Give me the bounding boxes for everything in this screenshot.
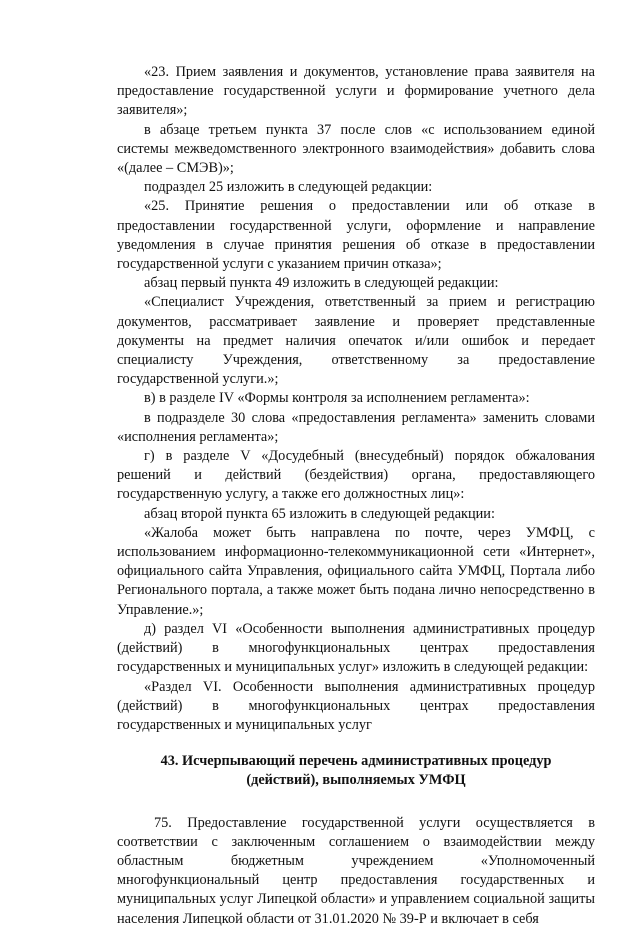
paragraph-section-6-title: «Раздел VI. Особенности выполнения административных процедур (действий) в многофункциональных центрах предоставления государственных и муниципальных услуг <box>117 678 595 733</box>
paragraph-item-65-intro: абзац второй пункта 65 изложить в следующей редакции: <box>144 505 495 522</box>
section-heading <box>117 752 595 790</box>
section-heading-line-2: (действий), выполняемых УМФЦ <box>246 772 466 789</box>
paragraph-section-4: в) в разделе IV «Формы контроля за исполнением регламента»: <box>144 390 530 407</box>
paragraph-smev-insert: в абзаце третьем пункта 37 после слов «с использованием единой системы межведомственного электронного взаимодействия» добавить слова «(далее – СМЭВ)»; <box>117 121 595 177</box>
paragraph-subsection-30: в подразделе 30 слова «предоставления регламента» заменить словами «исполнения регламента»; <box>117 409 595 445</box>
section-heading-line-1: 43. Исчерпывающий перечень административных процедур <box>160 753 552 770</box>
paragraph-item-75: 75. Предоставление государственной услуги осуществляется в соответствии с заключенным соглашением о взаимодействии между областным бюджетным учреждением «Уполномоченный многофункциональный центр предоставления государственных и муниципальных услуг Липецкой области» и управлением социальной защиты населения Липецкой области от 31.01.2020 № 39-Р и включает в себя <box>117 814 595 927</box>
paragraph-complaint: «Жалоба может быть направлена по почте, через УМФЦ, с использованием информационно-телекоммуникационной сети «Интернет», официального сайта Управления, официального сайта УМФЦ, Портала либо Регионального портала, а также может быть подана лично непосредственно в Управление.»; <box>117 524 595 618</box>
paragraph-specialist: «Специалист Учреждения, ответственный за прием и регистрацию документов, рассматривает заявление и проверяет представленные документы на предмет наличия опечаток и/или ошибок и передает специалисту Учреждения, ответственному за предоставление государственной услуги.»; <box>117 294 595 388</box>
paragraph-item-23: «23. Прием заявления и документов, установление права заявителя на предоставление государственной услуги и формирование учетного дела заявителя»; <box>117 64 595 119</box>
document-page <box>117 63 595 929</box>
paragraph-section-5: г) в разделе V «Досудебный (внесудебный) порядок обжалования решений и действий (бездействия) органа, предоставляющего государственную услугу, а также его должностных лиц»: <box>117 448 595 503</box>
paragraph-item-25: «25. Принятие решения о предоставлении или об отказе в предоставлении государственной услуги, оформление и направление уведомления в случае принятия решения об отказе в предоставлении государственной услуги с указанием причин отказа»; <box>117 198 595 273</box>
paragraph-subsection-25-intro: подраздел 25 изложить в следующей редакции: <box>144 179 433 196</box>
paragraph-section-6: д) раздел VI «Особенности выполнения административных процедур (действий) в многофункциональных центрах предоставления государственных и муниципальных услуг» изложить в следующей редакции: <box>117 620 595 676</box>
paragraph-item-49-intro: абзац первый пункта 49 изложить в следующей редакции: <box>144 275 499 292</box>
